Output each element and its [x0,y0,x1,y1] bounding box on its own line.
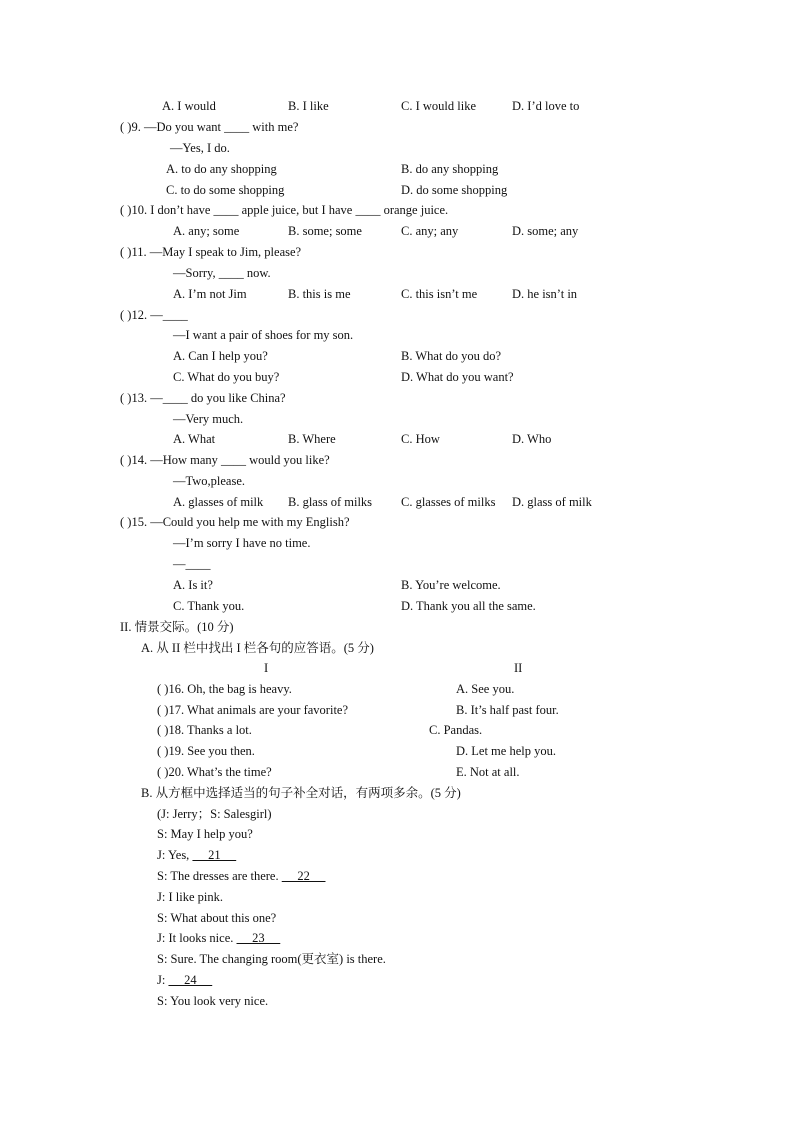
q8-option-d: D. I’d love to [512,99,580,113]
q12-option-a: A. Can I help you? [173,349,268,363]
match-answer-e: E. Not at all. [456,765,520,779]
column-ii-header: II [514,661,523,675]
q13-stem: ( )13. —____ do you like China? [120,391,286,405]
match-question-16: ( )16. Oh, the bag is heavy. [157,682,292,696]
dialog-line [157,889,223,905]
section-heading: II. 情景交际。(10 分) [120,620,234,634]
answer-blank-23[interactable]: 23 [236,931,281,945]
q15-option-a: A. Is it? [173,578,213,592]
dialog-line [157,993,268,1009]
q15-option-c: C. Thank you. [173,599,245,613]
q9-stem: ( )9. —Do you want ____ with me? [120,120,299,134]
q13-reply: —Very much. [173,412,244,426]
answer-blank-21[interactable]: 21 [192,848,237,862]
part-a-title: A. 从 II 栏中找出 I 栏各句的应答语。(5 分) [141,641,374,655]
q9-option-a: A. to do any shopping [166,162,277,176]
match-question-17: ( )17. What animals are your favorite? [157,703,349,717]
q10-stem: ( )10. I don’t have ____ apple juice, but I have ____ orange juice. [120,203,449,217]
match-answer-d: D. Let me help you. [456,744,556,758]
dialog-text: S: The dresses are there. [157,869,282,883]
q15-option-b: B. You’re welcome. [401,578,501,592]
match-question-19: ( )19. See you then. [157,744,255,758]
dialog-text: S: May I help you? [157,827,253,841]
q14-option-d: D. glass of milk [512,495,592,509]
q12-option-c: C. What do you buy? [173,370,280,384]
column-i-header: I [264,661,269,675]
dialog-text: J: Yes, [157,848,193,862]
q15-stem: ( )15. —Could you help me with my English? [120,515,350,529]
q12-option-d: D. What do you want? [401,370,514,384]
q9-option-b: B. do any shopping [401,162,499,176]
q9-reply: —Yes, I do. [170,141,230,155]
q11-reply: —Sorry, ____ now. [173,266,271,280]
dialog-line [157,868,325,884]
q12-option-b: B. What do you do? [401,349,502,363]
q10-option-c: C. any; any [401,224,459,238]
q8-option-b: B. I like [288,99,329,113]
q11-option-c: C. this isn’t me [401,287,478,301]
q9-option-c: C. to do some shopping [166,183,285,197]
q13-option-a: A. What [173,432,216,446]
dialog-line [157,951,386,967]
answer-blank-22[interactable]: 22 [281,869,326,883]
q14-stem: ( )14. —How many ____ would you like? [120,453,330,467]
dialog-text: J: [157,973,169,987]
dialog-roles: (J: Jerry；S: Salesgirl) [157,807,272,821]
dialog-line [157,930,280,946]
q8-option-c: C. I would like [401,99,476,113]
q14-option-a: A. glasses of milk [173,495,264,509]
q15-reply-2: —____ [173,557,211,571]
match-question-18: ( )18. Thanks a lot. [157,723,252,737]
dialog-line [157,826,253,842]
q11-option-b: B. this is me [288,287,351,301]
q13-option-c: C. How [401,432,440,446]
dialog-text: S: Sure. The changing room(更衣室) is there. [157,952,386,966]
dialog-line [157,910,276,926]
q14-option-b: B. glass of milks [288,495,373,509]
q15-reply-1: —I’m sorry I have no time. [173,536,311,550]
dialog-text: J: It looks nice. [157,931,237,945]
q8-option-a: A. I would [162,99,216,113]
q15-option-d: D. Thank you all the same. [401,599,536,613]
q10-option-b: B. some; some [288,224,362,238]
q10-option-a: A. any; some [173,224,240,238]
q14-option-c: C. glasses of milks [401,495,496,509]
dialog-line [157,972,212,988]
match-answer-b: B. It’s half past four. [456,703,559,717]
dialog-line [157,847,236,863]
q10-option-d: D. some; any [512,224,579,238]
part-b-title: B. 从方框中选择适当的句子补全对话，有两项多余。(5 分) [141,786,461,800]
match-question-20: ( )20. What’s the time? [157,765,272,779]
q9-option-d: D. do some shopping [401,183,508,197]
q12-reply: —I want a pair of shoes for my son. [173,328,354,342]
dialog-text: J: I like pink. [157,890,223,904]
match-answer-a: A. See you. [456,682,515,696]
q14-reply: —Two,please. [173,474,246,488]
q13-option-b: B. Where [288,432,336,446]
q11-stem: ( )11. —May I speak to Jim, please? [120,245,302,259]
dialog-text: S: You look very nice. [157,994,269,1008]
q12-stem: ( )12. —____ [120,308,188,322]
q13-option-d: D. Who [512,432,552,446]
q11-option-d: D. he isn’t in [512,287,578,301]
match-answer-c: C. Pandas. [429,723,483,737]
dialog-text: S: What about this one? [157,911,277,925]
q11-option-a: A. I’m not Jim [173,287,247,301]
answer-blank-24[interactable]: 24 [168,973,213,987]
